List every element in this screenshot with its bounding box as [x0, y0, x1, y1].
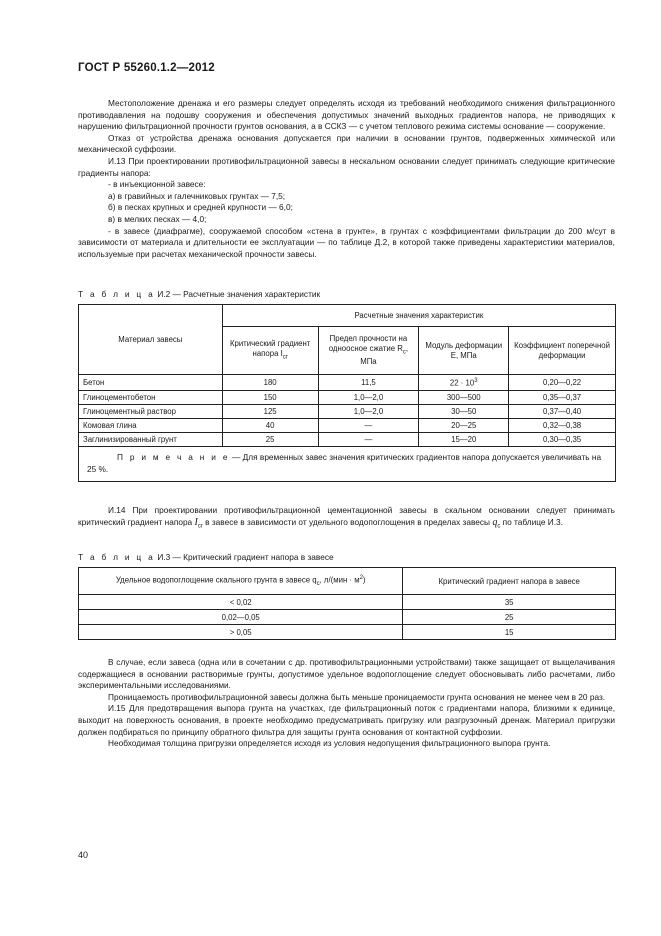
table-caption	[78, 552, 334, 562]
header-water-absorption: Удельное водопоглощение скального грунта в завесе $q_c$, $л/(мин \cdot м^2)$	[79, 568, 403, 595]
paragraph: Необходимая толщина пригрузки определяется исходя из условия недопущения фильтрационного выпора грунта.	[108, 738, 551, 749]
table-row: Комовая глина 40 — 20—25 0,32—0,38	[79, 418, 616, 432]
header-critical-gradient: Критический градиент напора $I_{cr}$	[222, 327, 318, 375]
paragraph: В случае, если завеса (одна или в сочетании с др. противофильтрационными устройствами) также защищает от выщелачивания содержащиеся в основании растворимые грунты, допустимое удельное водопоглощение следует обосновывать либо расчетами, либо экспериментальными исследованиями.	[78, 657, 615, 691]
paragraph: Отказ от устройства дренажа основания допускается при наличии в основании грунтов, подверженных химической или механической суффозии.	[78, 132, 615, 155]
caption-text: И.2 — Расчетные значения характеристик	[157, 289, 321, 299]
paragraph: Местоположение дренажа и его размеры следует определять исходя из требований необходимого снижения фильтрационного противодавления на подошву сооружения и обеспечения допустимых значений выходных градиентов напора, не приводящих к нарушению фильтрационной прочности грунтов основания, а в ССКЗ — с учетом теплового режима системы основание — сооружение.	[78, 98, 615, 132]
header-material: Материал завесы	[79, 305, 223, 375]
table-row: 0,02—0,05 25	[79, 610, 616, 625]
paragraph: И.14 При проектировании противофильтрационной цементационной завесы в скальном основании следует принимать критический градиент напора $I_{cr}$ в завесе в зависимости от удельного водопоглощения в пределах завесы $q_c$ по таблице И.3.	[78, 505, 615, 530]
paragraph: И.15 Для предотвращения выпора грунта на участках, где фильтрационный поток с градиентами напора, близкими к единице, выходит на поверхность основания, в проекте необходимо предусматривать пригрузку или разгрузочный дренаж. Материал пригрузки должен подбираться по принципу обратного фильтра для защиты грунта основания от контактной суффозии.	[78, 703, 615, 737]
header-compressive-strength: Предел прочности на одноосное сжатие $R_c$, МПа	[318, 327, 419, 375]
paragraph: И.13 При проектировании противофильтрационной завесы в нескальном основании следует принимать следующие критические градиенты напора:	[78, 155, 615, 178]
critical-gradient-table	[78, 567, 616, 640]
table-row: < 0,02 35	[79, 595, 616, 610]
header-group: Расчетные значения характеристик	[222, 305, 615, 327]
table-note-row: П р и м е ч а н и е — Для временных завес значения критических градиентов напора допускается увеличивать на 25 %.	[79, 446, 616, 481]
caption-word: Т а б л и ц а	[78, 552, 156, 562]
list-item: а) в гравийных и галечниковых грунтах — 7,5;	[108, 190, 286, 201]
header-poisson-ratio: Коэффициент поперечной деформации	[509, 327, 616, 375]
table-row: Заглинизированный грунт 25 — 15—20 0,30—0,35	[79, 432, 616, 446]
header-critical-gradient: Критический градиент напора в завесе	[403, 568, 616, 595]
page-number: 40	[78, 850, 89, 860]
characteristics-table	[78, 304, 616, 482]
document-header: ГОСТ Р 55260.1.2—2012	[78, 62, 215, 74]
caption-word: Т а б л и ц а	[78, 289, 156, 299]
list-item: в) в мелких песках — 4,0;	[108, 213, 207, 224]
paragraph: - в завесе (диафрагме), сооружаемой способом «стена в грунте», в грунтах с коэффициентами фильтрации до 200 м/сут в зависимости от материала и длительности ее эксплуатации — по таблице Д.2, в которой также приведены характеристики материалов, используемые при расчетах механической прочности завесы.	[78, 225, 615, 259]
table-row: Глиноцементный раствор 125 1,0—2,0 30—50 0,37—0,40	[79, 404, 616, 418]
table-row: > 0,05 15	[79, 625, 616, 640]
table-row: Бетон 180 11,5 $22 \cdot 10^3$ 0,20—0,22	[79, 375, 616, 391]
text-block-bottom	[78, 657, 615, 750]
table-caption	[78, 289, 320, 299]
header-deformation-modulus: Модуль деформации E, МПа	[419, 327, 509, 375]
text-block-mid	[78, 505, 615, 533]
list-item: - в инъекционной завесе:	[108, 179, 206, 190]
paragraph: Проницаемость противофильтрационной завесы должна быть меньше проницаемости грунта основания не менее чем в 20 раз.	[108, 691, 606, 702]
text-block-top	[78, 98, 615, 260]
table-row: Глиноцементобетон 150 1,0—2,0 300—500 0,35—0,37	[79, 390, 616, 404]
caption-text: И.3 — Критический градиент напора в завесе	[157, 552, 334, 562]
list-item: б) в песках крупных и средней крупности — 6,0;	[108, 202, 293, 213]
